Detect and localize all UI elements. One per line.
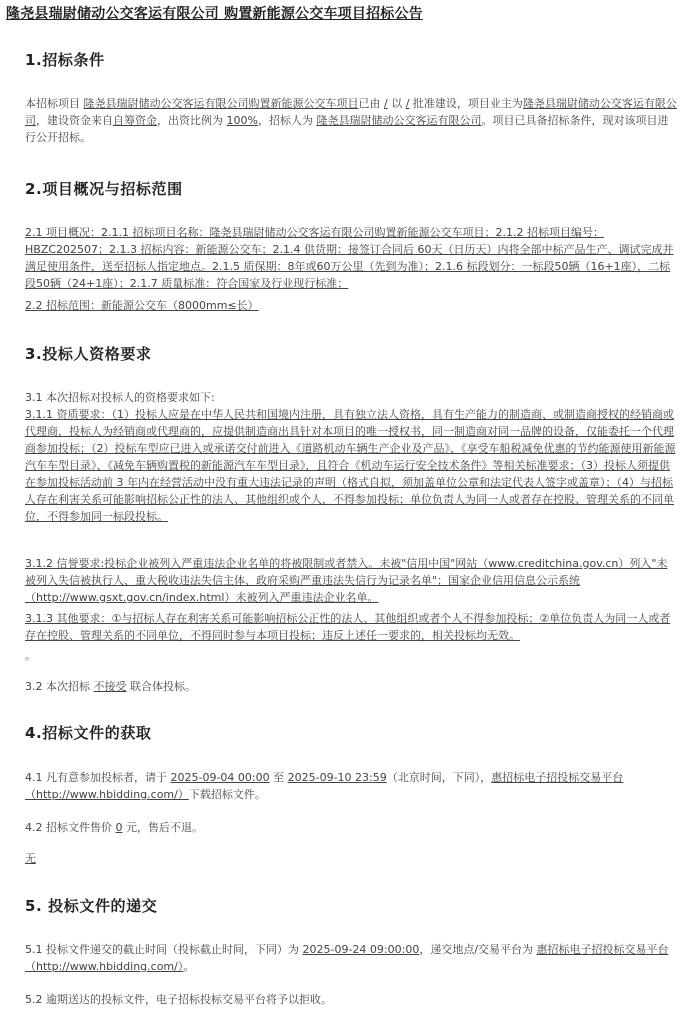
text-fragment: 批准建设，项目业主为: [409, 97, 523, 110]
text-fragment: 下载招标文件。: [188, 788, 266, 801]
text-fragment: ，建设资金来自: [36, 114, 113, 127]
price-value: 0: [115, 821, 123, 834]
tender-scope: [25, 297, 677, 314]
text-fragment: 本招标项目: [25, 97, 84, 110]
text-fragment: ，递交地点/交易平台为: [419, 943, 537, 956]
section-1-heading: 1.招标条件: [25, 51, 105, 69]
text-fragment: 联合体投标。: [126, 680, 196, 693]
text-fragment: ，出资比例为: [157, 114, 227, 127]
acquisition-start: 2025-09-04 00:00: [170, 771, 270, 784]
text-fragment: 以: [387, 97, 406, 110]
qualification-intro: 3.1 本次招标对投标人的资格要求如下:: [25, 391, 215, 404]
document-acquisition: [25, 769, 677, 803]
text-fragment: 。: [183, 960, 195, 973]
other-requirements: 3.1.3 其他要求：①与招标人存在利害关系可能影响招标公正性的法人、其他组织或者个人不得参加投标；②单位负责人为同一人或者存在控股、管理关系的不同单位，不得同时参与本项目投标；违反上述任一要求的，相关投标均无效。: [25, 612, 671, 642]
text-fragment: 5.1 投标文件递交的截止时间（投标截止时间，下同）为: [25, 943, 303, 956]
approval-document: /: [405, 97, 410, 110]
late-submission-note: 5.2 逾期送达的投标文件，电子招标投标交易平台将予以拒收。: [25, 993, 332, 1006]
none-note: [25, 850, 677, 867]
page-title: 隆尧县瑞尉储动公交客运有限公司 购置新能源公交车项目招标公告: [6, 6, 423, 22]
qualification-requirements: 3.1.1 资质要求：（1）投标人应是在中华人民共和国境内注册，具有独立法人资格，具有生产能力的制造商、或制造商授权的经销商或代理商，投标人为经销商或代理商的，应提供制造商出具针对本项目的唯一授权书，同一制造商对同一品牌的设备，仅能委托一个代理商参加投标；（2）投标车型应已进入或承诺交付前进入《道路机动车辆生产企业及产品》、《享受车船税减免优惠的节约能源使用新能源汽车车型目录》、《减免车辆购置税的新能源汽车车型目录》，且符合《机动车运行安全技术条件》等相关标准要求；（3）投标人须提供在参加投标活动前 3 年内在经营活动中没有重大违法记录的声明（格式自拟，须加盖单位公章和法定代表人签字或盖章）；（4）与招标人存在利害关系可能影响招标公正性的法人、其他组织或个人，不得参加投标；单位负责人为同一人或者存在控股、管理关系的不同单位，不得参加同一标段投标。: [25, 408, 676, 523]
text-fragment: 至: [269, 771, 288, 784]
tender-scope-text: 2.2 招标范围：新能源公交车（8000mm≤长）: [25, 299, 259, 312]
document-price: [25, 819, 677, 836]
section-2-heading: 2.项目概况与招标范围: [25, 180, 183, 198]
project-owner: 隆尧县瑞尉储动公交客运有限公司: [25, 97, 677, 127]
section-3-dot: 。: [25, 649, 36, 662]
text-fragment: 元，售后不退。: [122, 821, 203, 834]
fund-ratio: 100%: [226, 114, 258, 127]
tenderer: 隆尧县瑞尉储动公交客运有限公司: [316, 114, 482, 127]
submission-deadline: [25, 941, 677, 975]
credit-requirements: 3.1.2 信誉要求:投标企业被列入严重违法企业名单的将被限制或者禁入。未被"信用中国"网站（www.creditchina.gov.cn）列入"未被列入失信被执行人、重大税收违法失信主体、政府采购严重违法失信行为记录名单"；国家企业信用信息公示系统（http://www.gsxt.gov.cn/index.html）未被列入严重违法企业名单。: [25, 557, 668, 604]
none-text: 无: [25, 852, 36, 865]
section-3-heading: 3.投标人资格要求: [25, 345, 152, 363]
text-fragment: 。项目已具备招标条件，现对该项目进行公开招标。: [25, 114, 669, 144]
text-fragment: ，招标人为: [257, 114, 317, 127]
section-4-heading: 4.招标文件的获取: [25, 724, 152, 742]
project-overview: 2.1 项目概况：2.1.1 招标项目名称：隆尧县瑞尉储动公交客运有限公司购置新能源公交车项目；2.1.2 招标项目编号：HBZC202507；2.1.3 招标内容：新能源公交车；2.1.4 供货期：接签订合同后 60天（日历天）内将全部中标产品生产、调试完成并满足使用条件，送至招标人指定地点。2.1.5 质保期：8年或60万公里（先到为准）；2.1.6 标段划分：一标段50辆（16+1座），二标段50辆（24+1座）；2.1.7 质量标准：符合国家及行业现行标准；: [25, 226, 674, 290]
consortium-value: 不接受: [93, 680, 127, 693]
section-5-heading: 5. 投标文件的递交: [25, 897, 158, 915]
text-fragment: 4.2 招标文件售价: [25, 821, 116, 834]
section-1-paragraph: [25, 95, 677, 146]
text-fragment: （北京时间，下同），: [386, 771, 492, 784]
text-fragment: 3.2 本次招标: [25, 680, 94, 693]
approver: /: [384, 97, 388, 110]
platform-link[interactable]: 惠招标电子招投标交易平台（http://www.hbidding.com/）: [25, 771, 624, 801]
text-fragment: 已由: [358, 97, 384, 110]
fund-source: 自筹资金: [113, 114, 157, 127]
deadline-value: 2025-09-24 09:00:00: [302, 943, 420, 956]
project-name: 隆尧县瑞尉储动公交客运有限公司购置新能源公交车项目: [83, 97, 359, 110]
submission-platform-link[interactable]: 惠招标电子招投标交易平台（http://www.hbidding.com/）: [25, 943, 669, 973]
consortium-policy: [25, 678, 677, 695]
acquisition-end: 2025-09-10 23:59: [287, 771, 387, 784]
text-fragment: 4.1 凡有意参加投标者，请于: [25, 771, 171, 784]
